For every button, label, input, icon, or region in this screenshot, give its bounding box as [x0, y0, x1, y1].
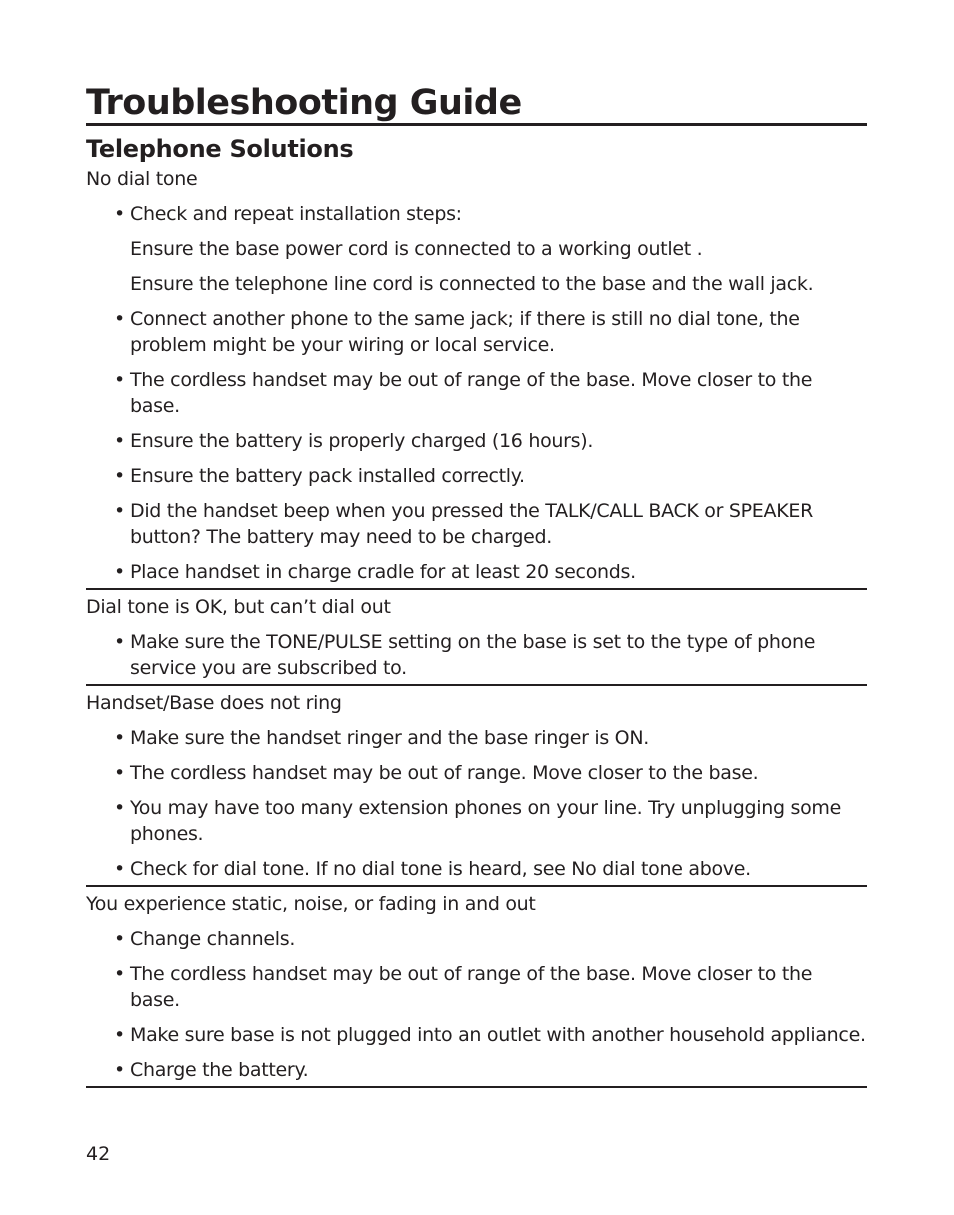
list-item — [86, 795, 867, 847]
sub-item — [86, 236, 867, 262]
bullet-glyph: • — [114, 963, 125, 985]
list-item-text: Place handset in charge cradle for at least 20 seconds. — [130, 561, 636, 583]
list-item — [86, 463, 867, 489]
list-item-text: Change channels. — [130, 928, 296, 950]
page-title: Troubleshooting Guide — [86, 83, 522, 123]
list-item-text: Make sure the handset ringer and the base ringer is ON. — [130, 727, 649, 749]
list-item-text: Check and repeat installation steps: — [130, 203, 462, 225]
problem-heading: You experience static, noise, or fading in and out — [86, 893, 536, 915]
title-rule — [86, 123, 867, 126]
bullet-glyph: • — [114, 430, 125, 452]
list-item-text: Connect another phone to the same jack; if there is still no dial tone, the problem might be your wiring or local service. — [130, 308, 800, 356]
list-item-text: Ensure the battery is properly charged (16 hours). — [130, 430, 594, 452]
list-item — [86, 1022, 867, 1048]
problem-heading: Handset/Base does not ring — [86, 692, 342, 714]
bullet-glyph: • — [114, 1059, 125, 1081]
problem-block-cant-dial-out — [86, 590, 867, 686]
list-item-text: Make sure base is not plugged into an outlet with another household appliance. — [130, 1024, 866, 1046]
list-item — [86, 306, 867, 358]
solution-list — [86, 201, 867, 585]
list-item-text: You may have too many extension phones on your line. Try unplugging some phones. — [130, 797, 842, 845]
bullet-glyph: • — [114, 762, 125, 784]
list-item — [86, 428, 867, 454]
list-item — [86, 856, 867, 882]
problem-block-static-noise — [86, 887, 867, 1088]
bullet-glyph: • — [114, 1024, 125, 1046]
sub-item-text: Ensure the base power cord is connected to a working outlet . — [130, 238, 703, 260]
list-item — [86, 961, 867, 1013]
bullet-glyph: • — [114, 465, 125, 487]
list-item — [86, 725, 867, 751]
bullet-glyph: • — [114, 727, 125, 749]
list-item — [86, 498, 867, 550]
list-item — [86, 559, 867, 585]
solution-list — [86, 926, 867, 1083]
problem-heading: Dial tone is OK, but can’t dial out — [86, 596, 391, 618]
problem-block-does-not-ring — [86, 686, 867, 887]
page-number: 42 — [86, 1143, 111, 1165]
list-item-text: Check for dial tone. If no dial tone is heard, see No dial tone above. — [130, 858, 751, 880]
bullet-glyph: • — [114, 561, 125, 583]
troubleshooting-content — [86, 166, 867, 1088]
bullet-glyph: • — [114, 308, 125, 330]
list-item-text: Charge the battery. — [130, 1059, 309, 1081]
bullet-glyph: • — [114, 369, 125, 391]
bullet-glyph: • — [114, 203, 125, 225]
sub-item-text: Ensure the telephone line cord is connected to the base and the wall jack. — [130, 273, 814, 295]
list-item — [86, 1057, 867, 1083]
bullet-glyph: • — [114, 928, 125, 950]
list-item-text: Make sure the TONE/PULSE setting on the base is set to the type of phone service you are subscribed to. — [130, 631, 816, 679]
problem-block-no-dial-tone — [86, 166, 867, 590]
bullet-glyph: • — [114, 500, 125, 522]
list-item — [86, 629, 867, 681]
bullet-glyph: • — [114, 631, 125, 653]
list-item — [86, 201, 867, 227]
bullet-glyph: • — [114, 797, 125, 819]
problem-heading: No dial tone — [86, 168, 198, 190]
list-item-text: Did the handset beep when you pressed the TALK/CALL BACK or SPEAKER button? The battery may need to be charged. — [130, 500, 813, 548]
sub-item — [86, 271, 867, 297]
section-title: Telephone Solutions — [86, 135, 354, 163]
solution-list — [86, 725, 867, 882]
list-item — [86, 760, 867, 786]
list-item-text: The cordless handset may be out of range of the base. Move closer to the base. — [130, 963, 813, 1011]
list-item-text: The cordless handset may be out of range of the base. Move closer to the base. — [130, 369, 813, 417]
list-item-text: The cordless handset may be out of range. Move closer to the base. — [130, 762, 759, 784]
solution-list — [86, 629, 867, 681]
list-item — [86, 926, 867, 952]
bullet-glyph: • — [114, 858, 125, 880]
list-item — [86, 367, 867, 419]
list-item-text: Ensure the battery pack installed correctly. — [130, 465, 525, 487]
